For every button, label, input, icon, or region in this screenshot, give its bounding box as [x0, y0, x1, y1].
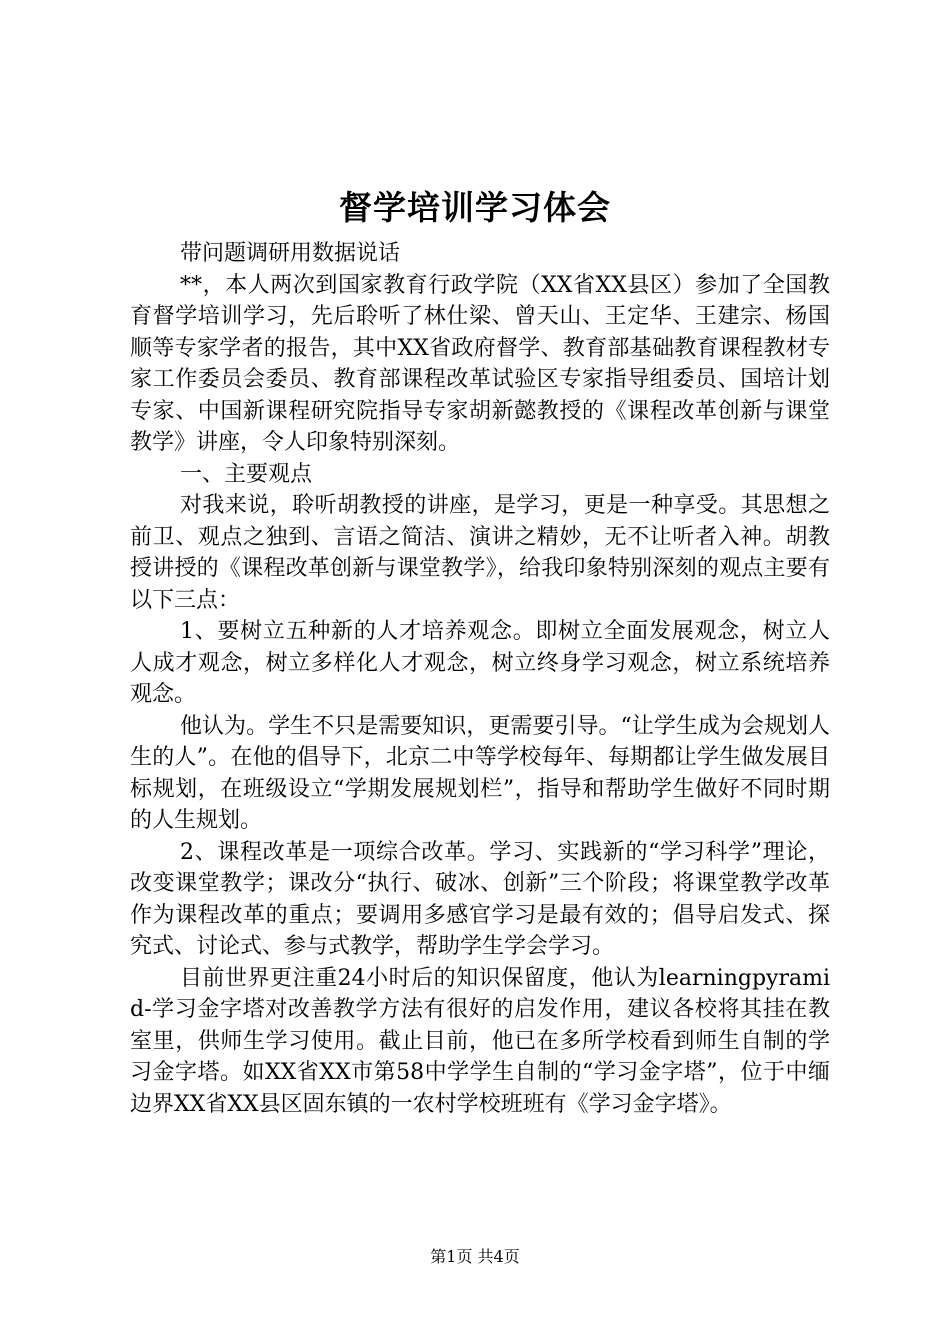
document-body: [130, 238, 830, 1120]
paragraph-lecture-impression: 对我来说，聆听胡教授的讲座，是学习，更是一种享受。其思想之前卫、观点之独到、言语之简洁、演讲之精妙，无不让听者入神。胡教授讲授的《课程改革创新与课堂教学》，给我印象特别深刻的观点主要有以下三点：: [130, 493, 830, 613]
paragraph-point-2: 2、课程改革是一项综合改革。学习、实践新的“学习科学”理论，改变课堂教学；课改分“执行、破冰、创新”三个阶段；将课堂教学改革作为课程改革的重点；要调用多感官学习是最有效的；倡导启发式、探究式、讨论式、参与式教学，帮助学生学会学习。: [130, 839, 830, 959]
page-footer: 第1页 共4页: [430, 1247, 520, 1266]
section-heading-main-points: 一、主要观点: [180, 461, 313, 487]
paragraph-student-planning: 他认为。学生不只是需要知识，更需要引导。“让学生成为会规划人生的人”。在他的倡导下，北京二中等学校每年、每期都让学生做发展目标规划，在班级设立“学期发展规划栏”，指导和帮助学生做好不同时期的人生规划。: [130, 713, 830, 833]
paragraph-point-1: 1、要树立五种新的人才培养观念。即树立全面发展观念，树立人人成才观念，树立多样化人才观念，树立终身学习观念，树立系统培养观念。: [130, 619, 830, 707]
document-title: 督学培训学习体会: [339, 188, 611, 227]
paragraph-intro: **，本人两次到国家教育行政学院（XX省XX县区）参加了全国教育督学培训学习，先后聆听了林仕梁、曾天山、王定华、王建宗、杨国顺等专家学者的报告，其中XX省政府督学、教育部基础教育课程教材专家工作委员会委员、教育部课程改革试验区专家指导组委员、国培计划专家、中国新课程研究院指导专家胡新懿教授的《课程改革创新与课堂教学》讲座，令人印象特别深刻。: [130, 272, 830, 455]
paragraph-learning-pyramid: 目前世界更注重24小时后的知识保留度，他认为learningpyramid-学习金字塔对改善教学方法有很好的启发作用，建议各校将其挂在教室里，供师生学习使用。截止目前，他已在多所学校看到师生自制的学习金字塔。如XX省XX市第58中学学生自制的“学习金字塔”，位于中缅边界XX省XX县区固东镇的一农村学校班班有《学习金字塔》。: [130, 965, 830, 1117]
paragraph-subtitle: 带问题调研用数据说话: [180, 241, 401, 266]
